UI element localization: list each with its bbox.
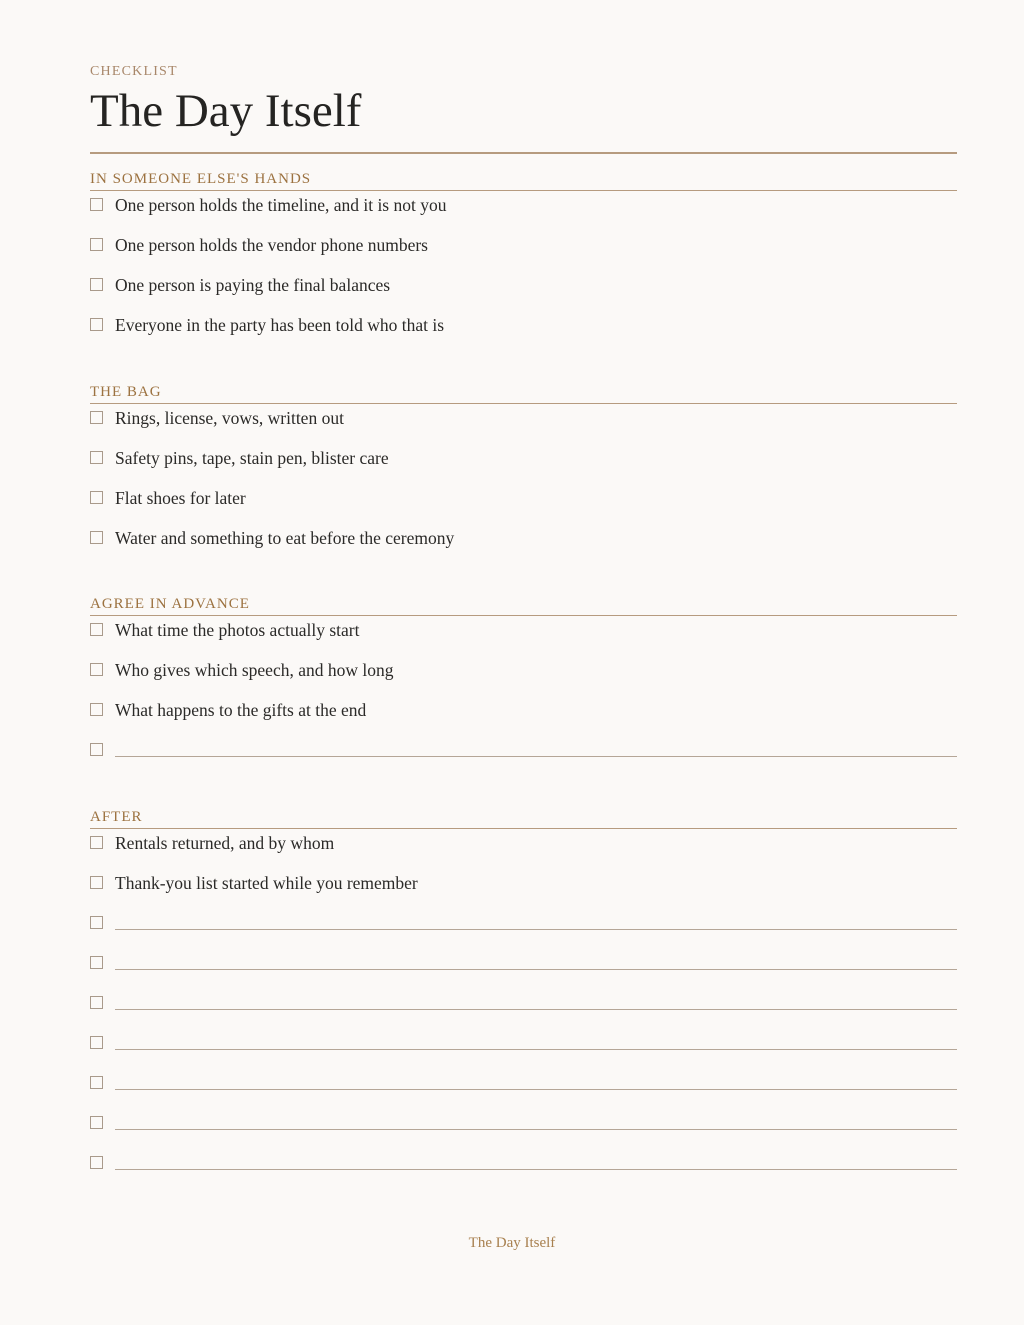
checklist-item-label: Flat shoes for later bbox=[115, 488, 246, 508]
checklist-item bbox=[90, 829, 957, 869]
section-in-someone-elses-hands bbox=[90, 168, 957, 351]
checklist-page bbox=[90, 0, 957, 1325]
checkbox[interactable] bbox=[90, 491, 103, 504]
write-in-line[interactable] bbox=[115, 929, 957, 930]
checkbox[interactable] bbox=[90, 916, 103, 929]
checklist-item-label: What happens to the gifts at the end bbox=[115, 700, 367, 720]
write-in-line[interactable] bbox=[115, 969, 957, 970]
page-title: The Day Itself bbox=[90, 85, 362, 137]
checklist-items bbox=[90, 404, 957, 564]
checklist-item-blank bbox=[90, 736, 957, 776]
checklist-item bbox=[90, 869, 957, 909]
checklist-item-label: Who gives which speech, and how long bbox=[115, 660, 394, 680]
section-the-bag bbox=[90, 381, 957, 564]
checklist-item-label: One person holds the vendor phone numbers bbox=[115, 235, 428, 255]
checklist-item-blank bbox=[90, 1029, 957, 1069]
checklist-items bbox=[90, 616, 957, 776]
checklist-item-label: Water and something to eat before the ceremony bbox=[115, 528, 455, 548]
checkbox[interactable] bbox=[90, 663, 103, 676]
checklist-item bbox=[90, 404, 957, 444]
checklist-item bbox=[90, 271, 957, 311]
write-in-line[interactable] bbox=[115, 1049, 957, 1050]
checkbox[interactable] bbox=[90, 876, 103, 889]
checkbox[interactable] bbox=[90, 623, 103, 636]
checklist-item-label: Rings, license, vows, written out bbox=[115, 408, 344, 428]
checklist-item-label: What time the photos actually start bbox=[115, 620, 360, 640]
checkbox[interactable] bbox=[90, 531, 103, 544]
write-in-line[interactable] bbox=[115, 1169, 957, 1170]
section-heading: THE BAG bbox=[90, 381, 957, 404]
checkbox[interactable] bbox=[90, 1076, 103, 1089]
checkbox[interactable] bbox=[90, 451, 103, 464]
checkbox[interactable] bbox=[90, 278, 103, 291]
checklist-item-blank bbox=[90, 949, 957, 989]
checklist-item bbox=[90, 231, 957, 271]
checkbox[interactable] bbox=[90, 238, 103, 251]
checklist-item-blank bbox=[90, 1069, 957, 1109]
checklist-item-label: Everyone in the party has been told who that is bbox=[115, 315, 445, 335]
checkbox[interactable] bbox=[90, 1156, 103, 1169]
checkbox[interactable] bbox=[90, 703, 103, 716]
checklist-item-label: One person is paying the final balances bbox=[115, 275, 391, 295]
checklist-item-label: Thank-you list started while you remember bbox=[115, 873, 418, 893]
checklist-item bbox=[90, 616, 957, 656]
checkbox[interactable] bbox=[90, 836, 103, 849]
checklist-item-label: Rentals returned, and by whom bbox=[115, 833, 335, 853]
checklist-item-label: One person holds the timeline, and it is not you bbox=[115, 195, 447, 215]
checklist-item-blank bbox=[90, 909, 957, 949]
eyebrow-label: CHECKLIST bbox=[90, 64, 178, 79]
checklist-item bbox=[90, 484, 957, 524]
section-heading: AFTER bbox=[90, 806, 957, 829]
checklist-item-blank bbox=[90, 1149, 957, 1189]
section-agree-in-advance bbox=[90, 593, 957, 776]
checkbox[interactable] bbox=[90, 956, 103, 969]
checklist-item bbox=[90, 696, 957, 736]
checkbox[interactable] bbox=[90, 996, 103, 1009]
checklist-item bbox=[90, 524, 957, 564]
checkbox[interactable] bbox=[90, 743, 103, 756]
write-in-line[interactable] bbox=[115, 1129, 957, 1130]
section-heading: IN SOMEONE ELSE'S HANDS bbox=[90, 168, 957, 191]
write-in-line[interactable] bbox=[115, 1089, 957, 1090]
write-in-line[interactable] bbox=[115, 1009, 957, 1010]
checklist-items bbox=[90, 191, 957, 351]
checklist-item-blank bbox=[90, 989, 957, 1029]
checklist-item bbox=[90, 656, 957, 696]
checklist-item-label: Safety pins, tape, stain pen, blister care bbox=[115, 448, 389, 468]
write-in-line[interactable] bbox=[115, 756, 957, 757]
checklist-item-blank bbox=[90, 1109, 957, 1149]
checkbox[interactable] bbox=[90, 411, 103, 424]
checklist-items bbox=[90, 829, 957, 1189]
title-divider bbox=[90, 152, 957, 154]
checkbox[interactable] bbox=[90, 198, 103, 211]
section-after bbox=[90, 806, 957, 1189]
page-footer: The Day Itself bbox=[468, 1235, 556, 1251]
checklist-item bbox=[90, 311, 957, 351]
checklist-item bbox=[90, 444, 957, 484]
checkbox[interactable] bbox=[90, 1116, 103, 1129]
section-heading: AGREE IN ADVANCE bbox=[90, 593, 957, 616]
checkbox[interactable] bbox=[90, 318, 103, 331]
checkbox[interactable] bbox=[90, 1036, 103, 1049]
checklist-item bbox=[90, 191, 957, 231]
